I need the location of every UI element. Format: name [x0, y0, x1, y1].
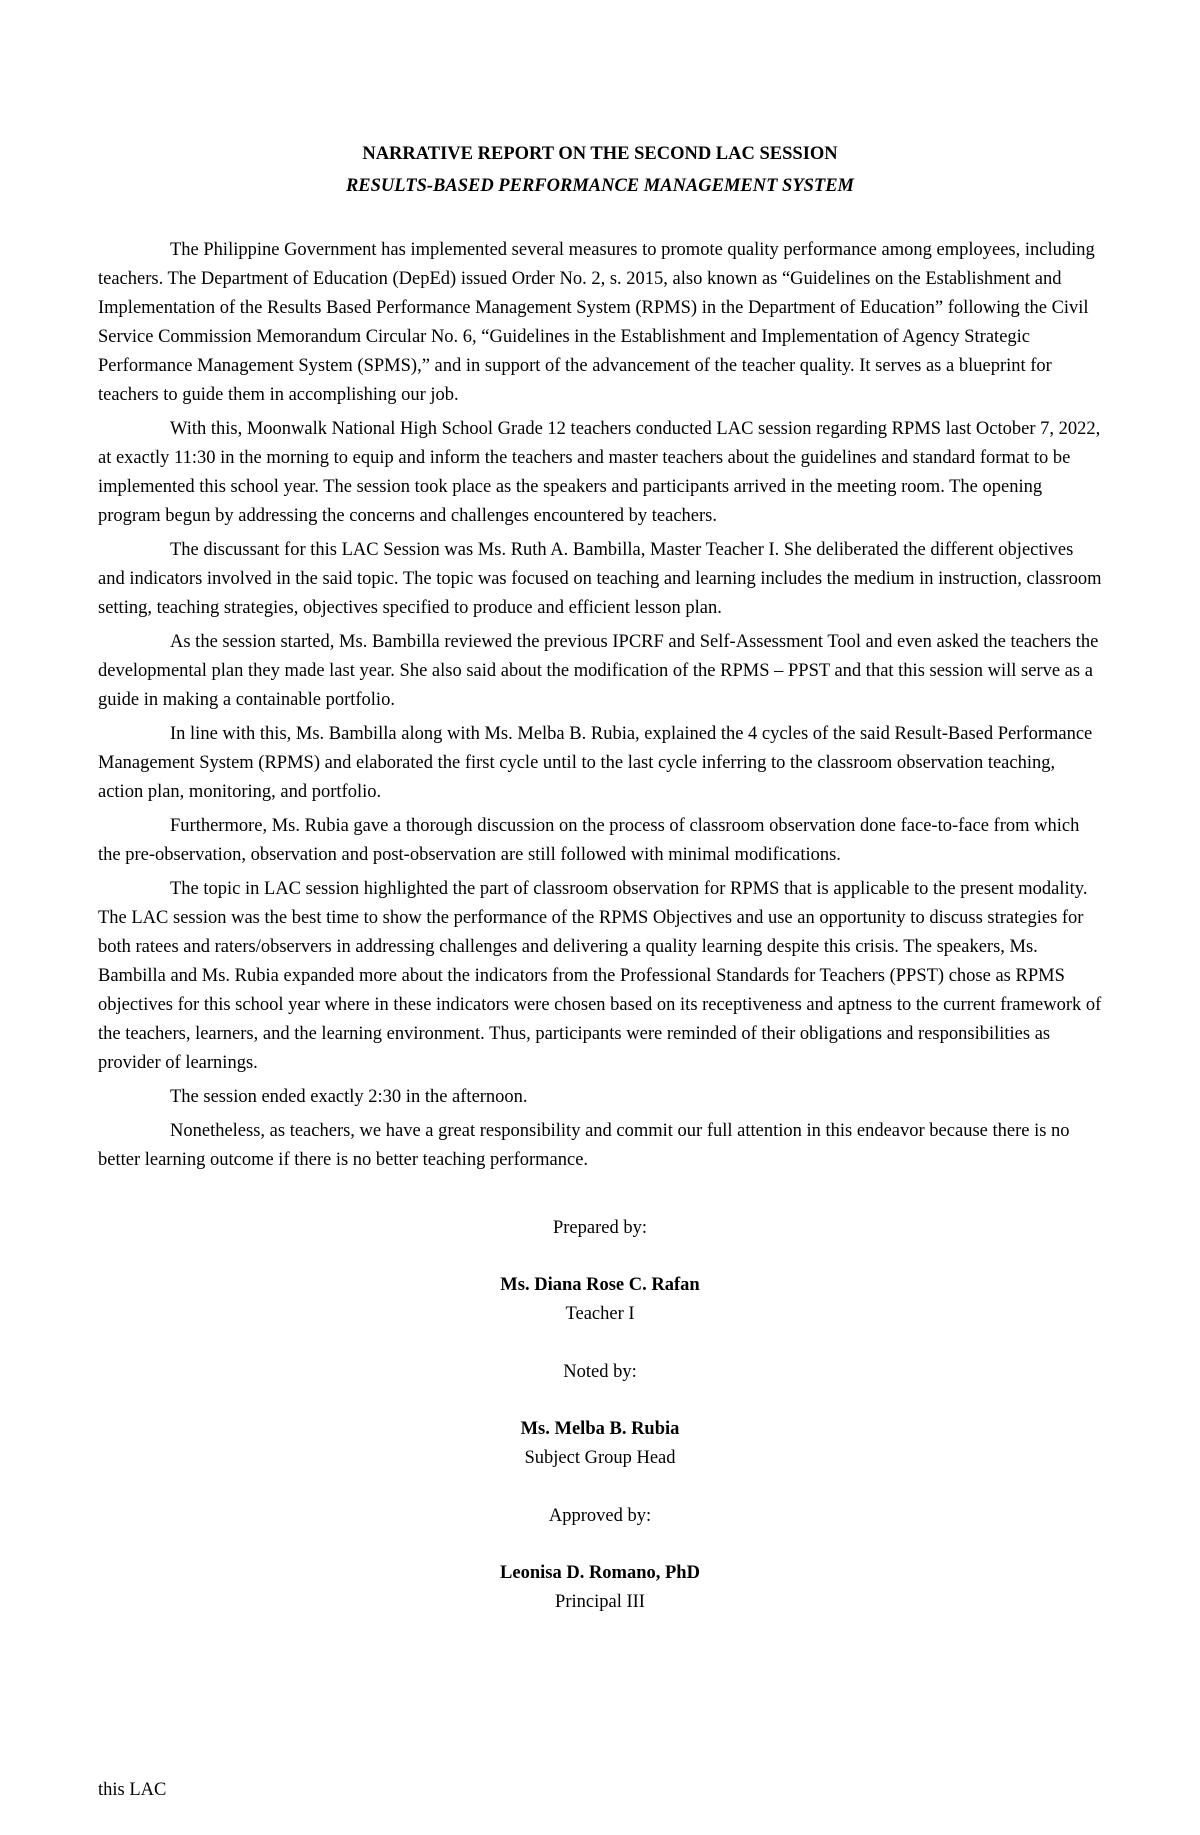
preparer-name: Ms. Diana Rose C. Rafan: [500, 1275, 700, 1295]
preparer-role: Teacher I: [565, 1304, 635, 1324]
noter-role: Subject Group Head: [524, 1448, 676, 1468]
paragraph-session-details: With this, Moonwalk National High School Grade 12 teachers conducted LAC session regarding RPMS last October 7, 2022, at exactly 11:30 in the morning to equip and inform the teachers and master teachers about the guidelines and standard format to be implemented this school year. The session took place as the speakers and participants arrived in the meeting room. The opening program begun by addressing the concerns and challenges encountered by teachers.: [98, 419, 1101, 526]
report-body: [98, 236, 1102, 1175]
approved-by-label: Approved by:: [548, 1506, 652, 1526]
paragraph-discussant: The discussant for this LAC Session was Ms. Ruth A. Bambilla, Master Teacher I. She deliberated the different objectives and indicators involved in the said topic. The topic was focused on teaching and learning includes the medium in instruction, classroom setting, teaching strategies, objectives specified to produce and efficient lesson plan.: [98, 540, 1102, 618]
paragraph-highlights: The topic in LAC session highlighted the part of classroom observation for RPMS that is applicable to the present modality. The LAC session was the best time to show the performance of the RPMS Objectives and use an opportunity to discuss strategies for both ratees and raters/observers in addressing challenges and delivering a quality learning despite this crisis. The speakers, Ms. Bambilla and Ms. Rubia expanded more about the indicators from the Professional Standards for Teachers (PPST) chose as RPMS objectives for this school year where in these indicators were chosen based on its receptiveness and aptness to the current framework of the teachers, learners, and the learning environment. Thus, participants were reminded of their obligations and responsibilities as provider of learnings.: [98, 879, 1102, 1073]
signature-prepared: [98, 1214, 1102, 1329]
signature-approved: [98, 1502, 1102, 1617]
document-page: [98, 140, 1102, 1617]
paragraph-review: As the session started, Ms. Bambilla reviewed the previous IPCRF and Self-Assessment Tool and even asked the teachers the developmental plan they made last year. She also said about the modification of the RPMS – PPST and that this session will serve as a guide in making a containable portfolio.: [98, 632, 1099, 710]
paragraph-observation: Furthermore, Ms. Rubia gave a thorough discussion on the process of classroom observation done face-to-face from which the pre-observation, observation and post-observation are still followed with minimal modifications.: [98, 816, 1080, 865]
noter-name: Ms. Melba B. Rubia: [520, 1419, 680, 1439]
approver-role: Principal III: [555, 1592, 645, 1612]
paragraph-intro: The Philippine Government has implemented several measures to promote quality performance among employees, including teachers. The Department of Education (DepEd) issued Order No. 2, s. 2015, also known as “Guidelines on the Establishment and Implementation of the Results Based Performance Management System (RPMS) in the Department of Education” following the Civil Service Commission Memorandum Circular No. 6, “Guidelines in the Establishment and Implementation of Agency Strategic Performance Management System (SPMS),” and in support of the advancement of the teacher quality. It serves as a blueprint for teachers to guide them in accomplishing our job.: [98, 240, 1095, 405]
report-title: NARRATIVE REPORT ON THE SECOND LAC SESSION: [362, 144, 838, 164]
noted-by-label: Noted by:: [563, 1362, 637, 1382]
report-subtitle: RESULTS-BASED PERFORMANCE MANAGEMENT SYSTEM: [345, 176, 855, 196]
approver-name: Leonisa D. Romano, PhD: [500, 1563, 700, 1583]
footer-note: this LAC: [98, 1780, 167, 1800]
paragraph-session-end: The session ended exactly 2:30 in the afternoon.: [170, 1087, 528, 1107]
signature-noted: [98, 1358, 1102, 1473]
paragraph-cycles: In line with this, Ms. Bambilla along with Ms. Melba B. Rubia, explained the 4 cycles of the said Result-Based Performance Management System (RPMS) and elaborated the first cycle until to the last cycle inferring to the classroom observation teaching, action plan, monitoring, and portfolio.: [98, 724, 1093, 802]
paragraph-conclusion: Nonetheless, as teachers, we have a great responsibility and commit our full attention in this endeavor because there is no better learning outcome if there is no better teaching performance.: [98, 1121, 1070, 1170]
prepared-by-label: Prepared by:: [552, 1218, 647, 1238]
